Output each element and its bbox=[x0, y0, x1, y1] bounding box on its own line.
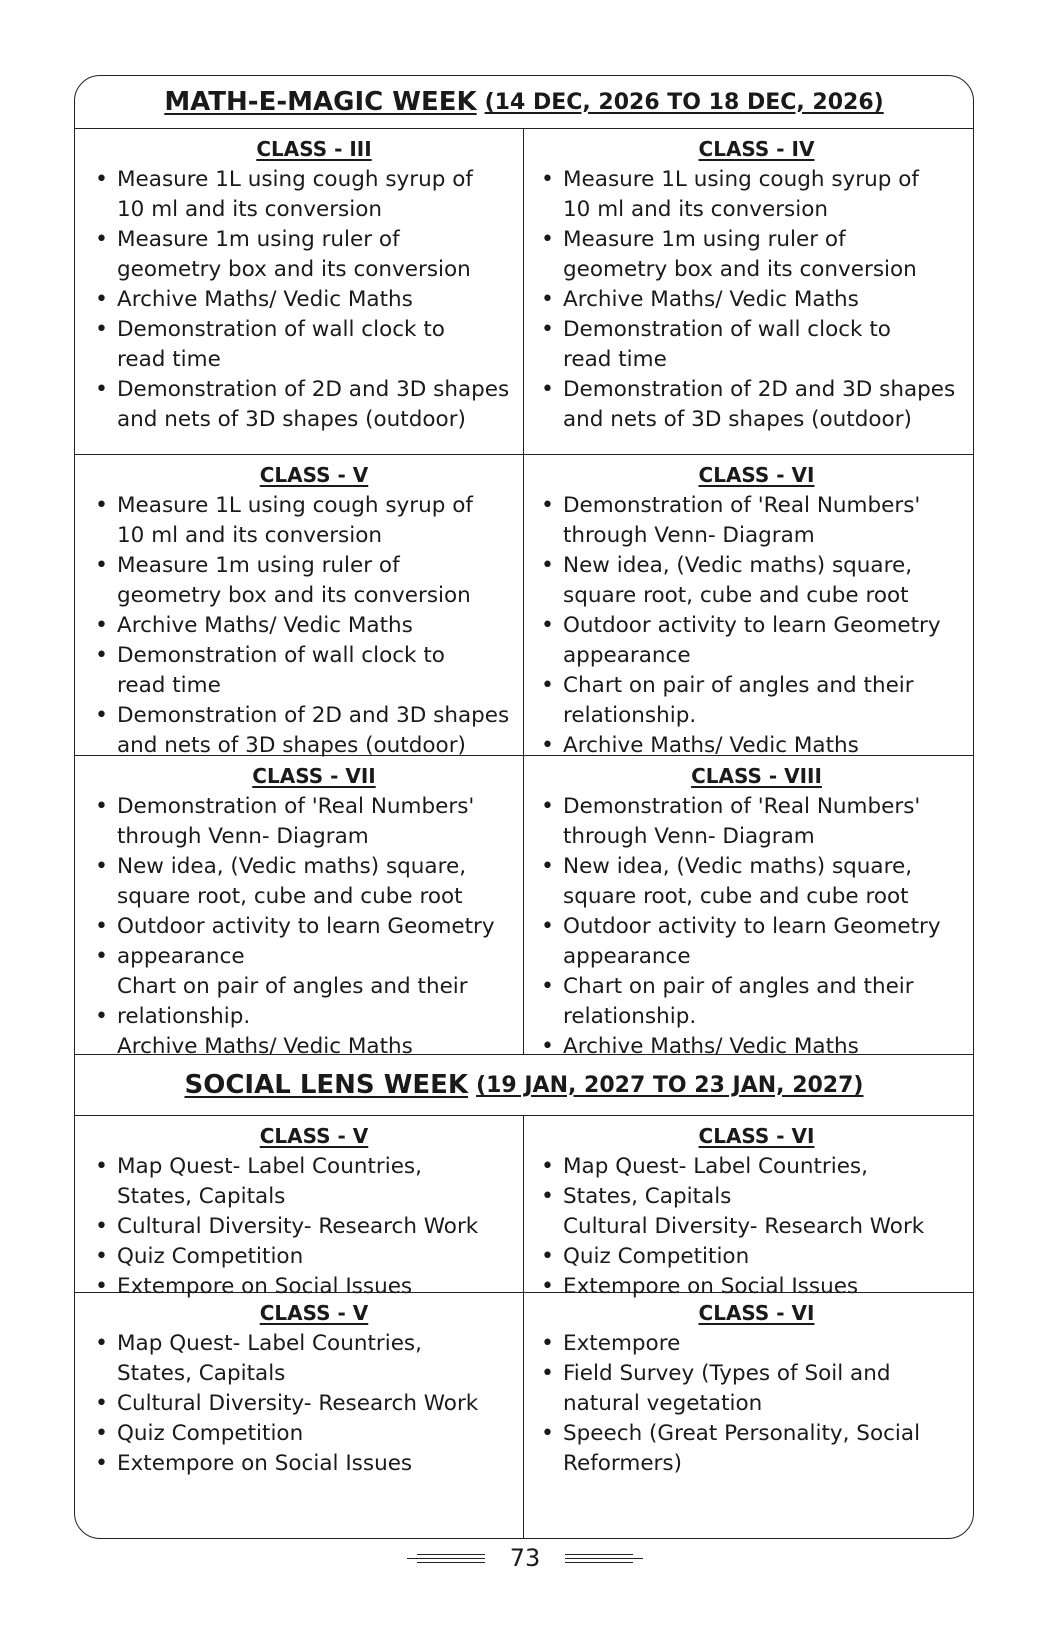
activity-line: • Measure 1L using cough syrup of bbox=[75, 491, 523, 521]
class-heading: CLASS - VIII bbox=[691, 764, 822, 788]
activity-line: • Measure 1m using ruler of bbox=[75, 225, 523, 255]
class-cell bbox=[75, 129, 524, 454]
class-heading: CLASS - VI bbox=[698, 1124, 815, 1148]
activity-line: • Chart on pair of angles and their bbox=[524, 972, 973, 1002]
activity-line: • Demonstration of 2D and 3D shapes bbox=[75, 701, 523, 731]
activity-line: • New idea, (Vedic maths) square, bbox=[524, 852, 973, 882]
activity-line: • Demonstration of 2D and 3D shapes bbox=[75, 375, 523, 405]
footer-rule-right bbox=[565, 1551, 643, 1566]
activity-line: • Archive Maths/ Vedic Maths bbox=[524, 731, 973, 761]
activity-line: through Venn- Diagram bbox=[117, 824, 369, 849]
activity-line: • Demonstration of 'Real Numbers' bbox=[75, 792, 523, 822]
activity-line: square root, cube and cube root bbox=[563, 583, 909, 608]
activity-line: and nets of 3D shapes (outdoor) bbox=[117, 733, 466, 758]
activity-line: Reformers) bbox=[563, 1451, 682, 1476]
class-cell bbox=[524, 455, 973, 758]
activity-list bbox=[75, 1152, 523, 1302]
class-heading: CLASS - V bbox=[259, 463, 369, 487]
activity-line: • Quiz Competition bbox=[75, 1419, 523, 1449]
activity-line: • Quiz Competition bbox=[524, 1242, 973, 1272]
class-heading: CLASS - V bbox=[259, 1124, 369, 1148]
activity-line: • Outdoor activity to learn Geometry bbox=[75, 912, 523, 942]
class-cell bbox=[75, 1116, 524, 1299]
activity-line: • Chart on pair of angles and their bbox=[524, 671, 973, 701]
activity-line: relationship. bbox=[563, 1004, 697, 1029]
math-week-dates: (14 DEC, 2026 TO 18 DEC, 2026) bbox=[484, 89, 884, 115]
activity-line: appearance bbox=[563, 944, 691, 969]
activity-line: • Extempore on Social Issues bbox=[524, 1272, 973, 1302]
social-week-dates: (19 JAN, 2027 TO 23 JAN, 2027) bbox=[476, 1072, 864, 1098]
activity-line: natural vegetation bbox=[563, 1391, 763, 1416]
math-week-title: MATH-E-MAGIC WEEK bbox=[164, 87, 477, 117]
activity-line: and nets of 3D shapes (outdoor) bbox=[117, 407, 466, 432]
math-row-2 bbox=[75, 455, 973, 756]
activity-line: • Measure 1L using cough syrup of bbox=[524, 165, 973, 195]
page-number: 73 bbox=[509, 1544, 541, 1572]
activity-line: 10 ml and its conversion bbox=[117, 523, 383, 548]
class-heading: CLASS - V bbox=[259, 1301, 369, 1325]
activity-line: • Map Quest- Label Countries, bbox=[524, 1152, 973, 1182]
activity-line: • Measure 1L using cough syrup of bbox=[75, 165, 523, 195]
activity-line: • Measure 1m using ruler of bbox=[524, 225, 973, 255]
activity-line: square root, cube and cube root bbox=[117, 884, 463, 909]
activity-line: • Outdoor activity to learn Geometry bbox=[524, 611, 973, 641]
page-footer bbox=[0, 1544, 1050, 1572]
activity-line: Archive Maths/ Vedic Maths bbox=[117, 1034, 413, 1059]
schedule-frame bbox=[74, 75, 974, 1539]
class-cell bbox=[75, 1293, 524, 1539]
class-heading: CLASS - VI bbox=[698, 463, 815, 487]
activity-list bbox=[75, 792, 523, 1062]
activity-line: • Demonstration of wall clock to bbox=[75, 641, 523, 671]
activity-line: through Venn- Diagram bbox=[563, 523, 815, 548]
activity-line: • relationship. bbox=[75, 1002, 523, 1032]
activity-line: • appearance bbox=[75, 942, 523, 972]
activity-line: • Map Quest- Label Countries, bbox=[75, 1152, 523, 1182]
activity-line: read time bbox=[117, 347, 221, 372]
activity-line: square root, cube and cube root bbox=[563, 884, 909, 909]
activity-line: appearance bbox=[563, 643, 691, 668]
activity-line: geometry box and its conversion bbox=[563, 257, 917, 282]
activity-line: 10 ml and its conversion bbox=[563, 197, 829, 222]
class-cell bbox=[524, 1293, 973, 1539]
activity-line: • Cultural Diversity- Research Work bbox=[75, 1389, 523, 1419]
activity-line: and nets of 3D shapes (outdoor) bbox=[563, 407, 912, 432]
activity-line: • Archive Maths/ Vedic Maths bbox=[524, 1032, 973, 1062]
activity-line: geometry box and its conversion bbox=[117, 583, 471, 608]
activity-line: • Demonstration of 2D and 3D shapes bbox=[524, 375, 973, 405]
activity-line: • New idea, (Vedic maths) square, bbox=[524, 551, 973, 581]
class-cell bbox=[75, 756, 524, 1059]
class-cell bbox=[524, 1116, 973, 1299]
activity-line: through Venn- Diagram bbox=[563, 824, 815, 849]
activity-list bbox=[524, 165, 973, 435]
activity-line: Cultural Diversity- Research Work bbox=[563, 1214, 925, 1239]
social-week-title-row bbox=[75, 1055, 973, 1116]
activity-line: • Measure 1m using ruler of bbox=[75, 551, 523, 581]
activity-line: • Extempore bbox=[524, 1329, 973, 1359]
class-cell bbox=[75, 455, 524, 758]
activity-line: read time bbox=[563, 347, 667, 372]
activity-line: • Archive Maths/ Vedic Maths bbox=[75, 285, 523, 315]
activity-list bbox=[75, 165, 523, 435]
activity-line: • Demonstration of 'Real Numbers' bbox=[524, 792, 973, 822]
social-row-2 bbox=[75, 1293, 973, 1539]
footer-rule-left bbox=[407, 1551, 485, 1566]
activity-line: • Demonstration of 'Real Numbers' bbox=[524, 491, 973, 521]
activity-line: • Field Survey (Types of Soil and bbox=[524, 1359, 973, 1389]
activity-line: read time bbox=[117, 673, 221, 698]
activity-list bbox=[524, 1329, 973, 1479]
social-week-title: SOCIAL LENS WEEK bbox=[184, 1070, 469, 1100]
activity-line: • Outdoor activity to learn Geometry bbox=[524, 912, 973, 942]
activity-line: • States, Capitals bbox=[524, 1182, 973, 1212]
social-row-1 bbox=[75, 1116, 973, 1299]
class-cell bbox=[524, 129, 973, 454]
activity-line: • Demonstration of wall clock to bbox=[75, 315, 523, 345]
class-cell bbox=[524, 756, 973, 1059]
activity-line: • Archive Maths/ Vedic Maths bbox=[524, 285, 973, 315]
activity-list bbox=[75, 491, 523, 761]
activity-line: • Extempore on Social Issues bbox=[75, 1272, 523, 1302]
activity-line: • Speech (Great Personality, Social bbox=[524, 1419, 973, 1449]
activity-list bbox=[75, 1329, 523, 1479]
class-heading: CLASS - VI bbox=[698, 1301, 815, 1325]
activity-line: States, Capitals bbox=[117, 1184, 286, 1209]
activity-line: • Cultural Diversity- Research Work bbox=[75, 1212, 523, 1242]
activity-line: • Demonstration of wall clock to bbox=[524, 315, 973, 345]
class-heading: CLASS - III bbox=[256, 137, 372, 161]
activity-line: States, Capitals bbox=[117, 1361, 286, 1386]
activity-line: geometry box and its conversion bbox=[117, 257, 471, 282]
activity-list bbox=[524, 491, 973, 761]
math-week-title-row bbox=[75, 76, 973, 129]
activity-line: • New idea, (Vedic maths) square, bbox=[75, 852, 523, 882]
math-row-3 bbox=[75, 756, 973, 1059]
activity-line: Chart on pair of angles and their bbox=[117, 974, 468, 999]
activity-line: • Extempore on Social Issues bbox=[75, 1449, 523, 1479]
activity-line: 10 ml and its conversion bbox=[117, 197, 383, 222]
activity-line: relationship. bbox=[563, 703, 697, 728]
math-row-1 bbox=[75, 129, 973, 455]
activity-list bbox=[524, 1152, 973, 1302]
activity-list bbox=[524, 792, 973, 1062]
class-heading: CLASS - VII bbox=[252, 764, 376, 788]
activity-line: • Quiz Competition bbox=[75, 1242, 523, 1272]
activity-line: • Archive Maths/ Vedic Maths bbox=[75, 611, 523, 641]
activity-line: • Map Quest- Label Countries, bbox=[75, 1329, 523, 1359]
class-heading: CLASS - IV bbox=[698, 137, 815, 161]
